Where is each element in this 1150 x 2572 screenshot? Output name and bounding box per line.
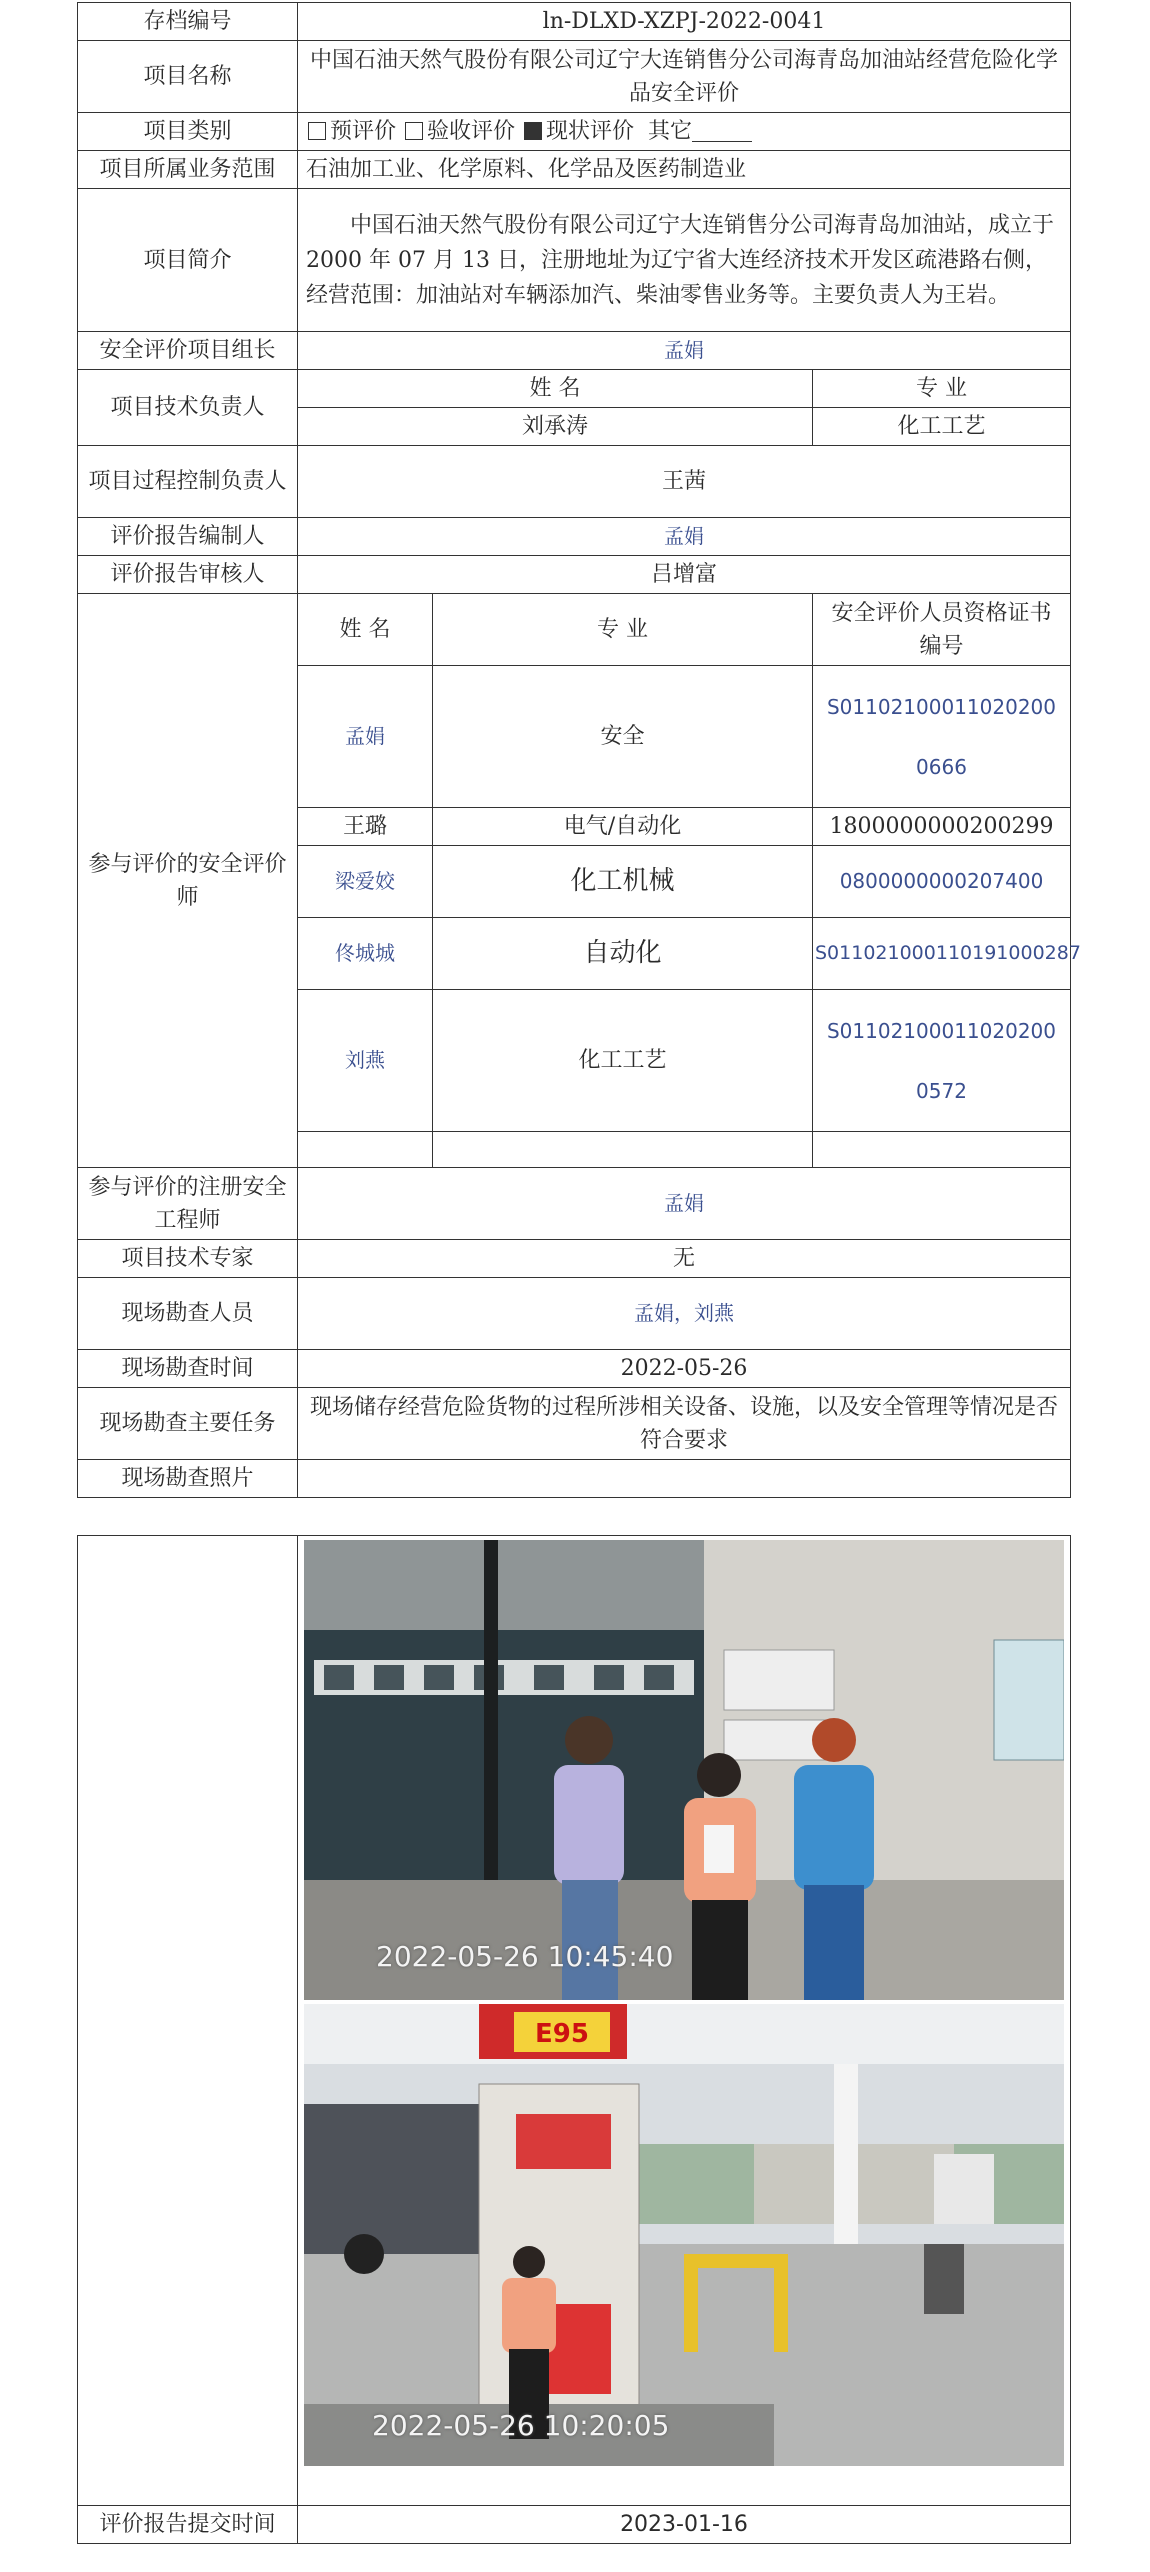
reg-engineer-label: 参与评价的注册安全工程师 [78, 1168, 298, 1240]
photo-cell [298, 1536, 1071, 2506]
tech-expert-value: 无 [298, 1240, 1071, 1278]
site-date-value: 2022-05-26 [298, 1350, 1071, 1388]
evaluator-name: 梁爱姣 [298, 846, 433, 918]
checkbox-acceptance [405, 122, 423, 140]
evaluators-header-name: 姓 名 [298, 594, 433, 666]
report-reviewer-value: 吕增富 [298, 556, 1071, 594]
evaluator-major: 自动化 [433, 918, 813, 990]
evaluator-name: 王璐 [298, 808, 433, 846]
evaluator-major: 化工机械 [433, 846, 813, 918]
option-other: 其它 [648, 119, 693, 144]
evaluator-major: 化工工艺 [433, 990, 813, 1132]
photo-label-empty [78, 1536, 298, 2506]
submit-date-label: 评价报告提交时间 [78, 2506, 298, 2544]
process-lead-label: 项目过程控制负责人 [78, 446, 298, 518]
team-leader-label: 安全评价项目组长 [78, 332, 298, 370]
option-acceptance: 验收评价 [427, 119, 516, 144]
tech-lead-name-header: 姓 名 [298, 370, 813, 408]
site-date-label: 现场勘查时间 [78, 1350, 298, 1388]
photo-table [77, 1535, 1071, 2544]
tech-lead-label: 项目技术负责人 [78, 370, 298, 446]
project-type-label: 项目类别 [78, 113, 298, 151]
evaluators-label: 参与评价的安全评价师 [78, 594, 298, 1168]
tech-lead-major-header: 专 业 [813, 370, 1071, 408]
option-current: 现状评价 [546, 119, 635, 144]
project-name-label: 项目名称 [78, 41, 298, 113]
checkbox-pre [308, 122, 326, 140]
site-task-value: 现场储存经营危险货物的过程所涉相关设备、设施，以及安全管理等情况是否符合要求 [298, 1388, 1071, 1460]
pump-scene-image [304, 2004, 1064, 2466]
pump-fuel-sign: E95 [535, 2019, 589, 2049]
evaluator-cert: S011021000110202000572 [813, 990, 1071, 1132]
empty-cell [813, 1132, 1071, 1168]
archive-no-label: 存档编号 [78, 3, 298, 41]
archive-no-value: ln-DLXD-XZPJ-2022-0041 [298, 3, 1071, 41]
evaluators-header-cert: 安全评价人员资格证书编号 [813, 594, 1071, 666]
tech-expert-label: 项目技术专家 [78, 1240, 298, 1278]
evaluator-cert: 1800000000200299 [813, 808, 1071, 846]
project-name-value: 中国石油天然气股份有限公司辽宁大连销售分公司海青岛加油站经营危险化学品安全评价 [298, 41, 1071, 113]
evaluator-cert: S011021000110202000666 [813, 666, 1071, 808]
evaluator-name: 孟娟 [298, 666, 433, 808]
reg-engineer-value: 孟娟 [298, 1168, 1071, 1240]
evaluator-name: 佟城城 [298, 918, 433, 990]
evaluator-cert: 0800000000207400 [813, 846, 1071, 918]
empty-cell [433, 1132, 813, 1168]
summary-label: 项目简介 [78, 189, 298, 332]
tech-lead-name: 刘承涛 [298, 408, 813, 446]
checkbox-current-checked [524, 122, 542, 140]
empty-cell [298, 1132, 433, 1168]
evaluation-info-table [77, 2, 1081, 1498]
option-pre: 预评价 [330, 119, 397, 144]
photo-timestamp: 2022-05-26 10:20:05 [372, 2409, 670, 2442]
project-type-options [298, 113, 1071, 151]
report-writer-value: 孟娟 [298, 518, 1071, 556]
team-leader-value: 孟娟 [298, 332, 1071, 370]
business-scope-label: 项目所属业务范围 [78, 151, 298, 189]
photo-timestamp: 2022-05-26 10:45:40 [376, 1940, 674, 1973]
report-reviewer-label: 评价报告审核人 [78, 556, 298, 594]
site-task-label: 现场勘查主要任务 [78, 1388, 298, 1460]
other-blank [692, 123, 752, 142]
business-scope-value: 石油加工业、化学原料、化学品及医药制造业 [298, 151, 1071, 189]
report-writer-label: 评价报告编制人 [78, 518, 298, 556]
submit-date-value: 2023-01-16 [298, 2506, 1071, 2544]
site-photo-store [304, 1540, 1064, 2000]
site-photo-pump [304, 2004, 1064, 2466]
site-photos-empty [298, 1460, 1071, 1498]
evaluator-major: 安全 [433, 666, 813, 808]
evaluator-major: 电气/自动化 [433, 808, 813, 846]
site-photos-label: 现场勘查照片 [78, 1460, 298, 1498]
process-lead-value: 王茜 [298, 446, 1071, 518]
summary-value: 中国石油天然气股份有限公司辽宁大连销售分公司海青岛加油站，成立于 2000 年 07 月 13 日，注册地址为辽宁省大连经济技术开发区疏港路右侧，经营范围：加油站对车辆添加汽、柴油零售业务等。主要负责人为王岩。 [298, 189, 1071, 332]
site-staff-value: 孟娟，刘燕 [298, 1278, 1071, 1350]
tech-lead-major: 化工工艺 [813, 408, 1071, 446]
evaluator-name: 刘燕 [298, 990, 433, 1132]
evaluators-header-major: 专 业 [433, 594, 813, 666]
site-staff-label: 现场勘查人员 [78, 1278, 298, 1350]
evaluator-cert: S011021000110191000287 [813, 918, 1071, 990]
store-scene-image [304, 1540, 1064, 2000]
